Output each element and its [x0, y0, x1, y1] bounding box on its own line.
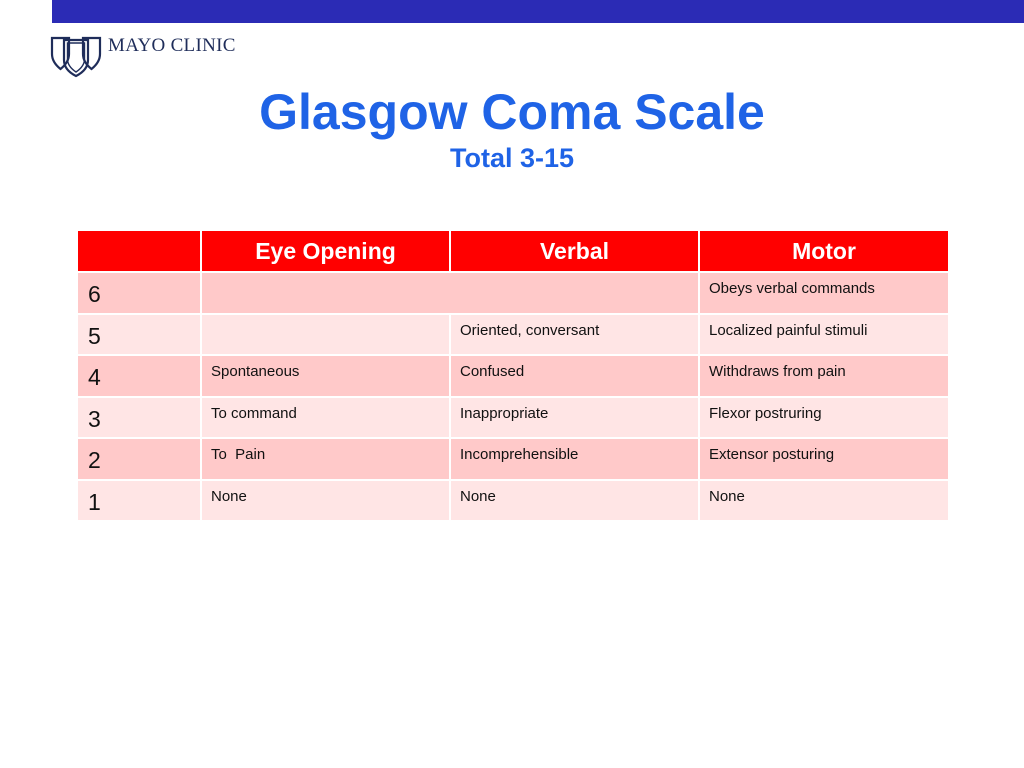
slide-subtitle: Total 3-15 — [449, 143, 575, 173]
table-row — [77, 397, 949, 439]
verbal-cell: Oriented, conversant — [450, 314, 699, 356]
eye-cell: To Pain — [201, 438, 450, 480]
score-cell: 4 — [77, 355, 201, 397]
verbal-cell: Confused — [450, 355, 699, 397]
table-row — [77, 314, 949, 356]
eye-cell: Spontaneous — [201, 355, 450, 397]
table-header-row — [77, 230, 949, 272]
mayo-clinic-logo — [50, 34, 236, 78]
score-cell: 2 — [77, 438, 201, 480]
header-motor: Motor — [699, 230, 949, 272]
motor-cell: None — [699, 480, 949, 522]
motor-cell: Withdraws from pain — [699, 355, 949, 397]
motor-cell: Localized painful stimuli — [699, 314, 949, 356]
table-row — [77, 272, 949, 314]
table-row — [77, 355, 949, 397]
header-eye-opening: Eye Opening — [201, 230, 450, 272]
verbal-cell: None — [450, 480, 699, 522]
table-row — [77, 438, 949, 480]
eye-cell: None — [201, 480, 450, 522]
mayo-shields-icon — [50, 34, 102, 78]
eye-cell: To command — [201, 397, 450, 439]
score-cell: 5 — [77, 314, 201, 356]
score-cell: 3 — [77, 397, 201, 439]
slide-title: Glasgow Coma Scale — [259, 84, 765, 140]
top-accent-bar — [52, 0, 1024, 23]
eye-cell — [201, 314, 450, 356]
score-cell: 1 — [77, 480, 201, 522]
table-row — [77, 480, 949, 522]
glasgow-coma-scale-table — [76, 229, 950, 522]
motor-cell: Obeys verbal commands — [699, 272, 949, 314]
eye-verbal-cell — [201, 272, 699, 314]
motor-cell: Flexor postruring — [699, 397, 949, 439]
score-cell: 6 — [77, 272, 201, 314]
verbal-cell: Incomprehensible — [450, 438, 699, 480]
motor-cell: Extensor posturing — [699, 438, 949, 480]
header-score — [77, 230, 201, 272]
header-verbal: Verbal — [450, 230, 699, 272]
logo-wordmark: MAYO CLINIC — [108, 35, 236, 56]
verbal-cell: Inappropriate — [450, 397, 699, 439]
